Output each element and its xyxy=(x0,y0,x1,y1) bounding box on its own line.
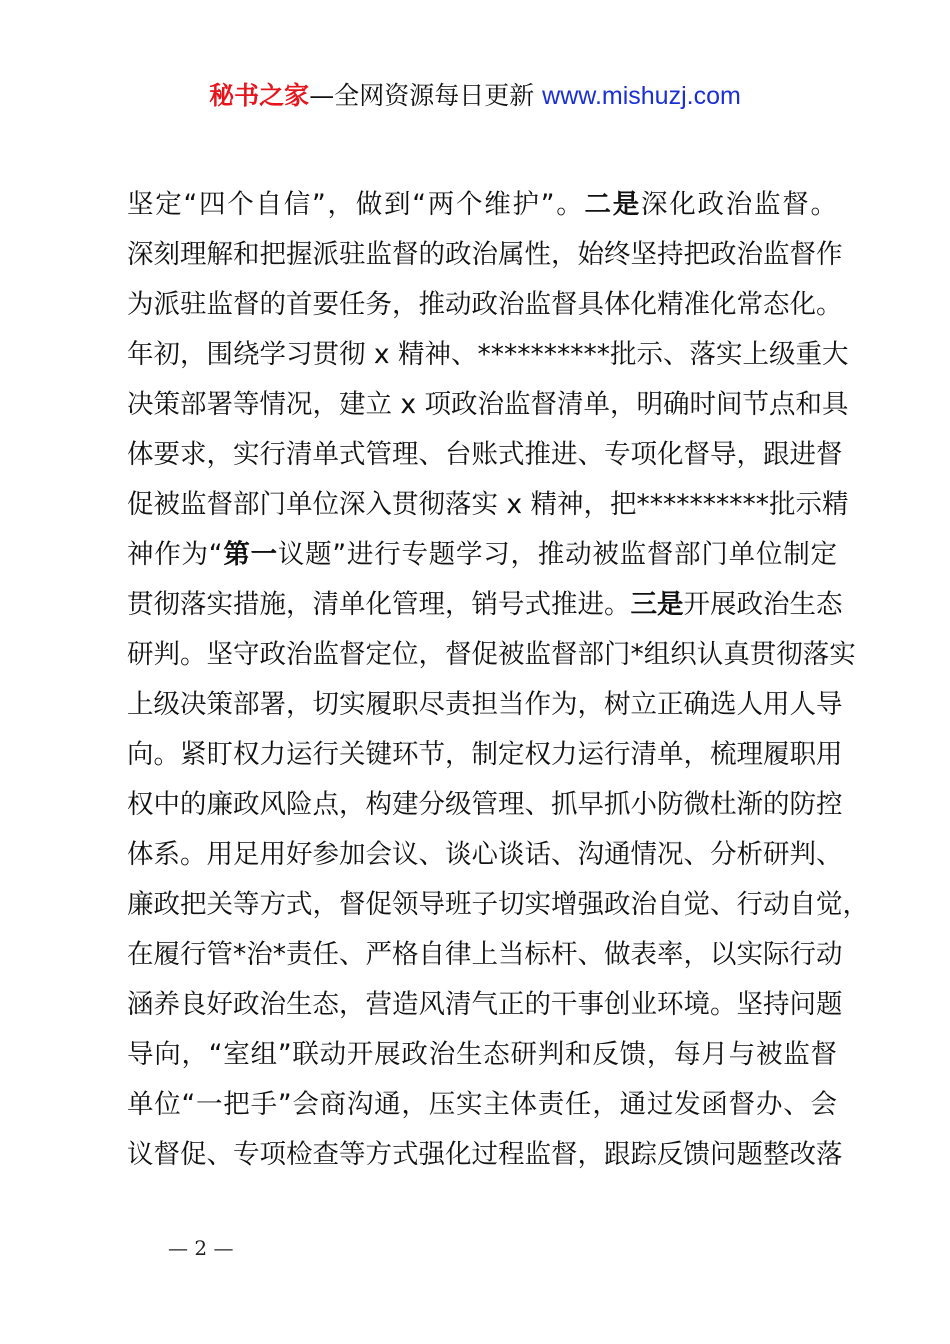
bold-heading-text: 第一 xyxy=(222,539,278,570)
text-segment: 决策部署等情况，建立 x 项政治监督清单，明确时间节点和具 xyxy=(127,389,849,420)
text-segment: 促被监督部门单位深入贯彻落实 x 精神，把**********批示精 xyxy=(127,489,849,520)
text-line xyxy=(127,930,843,980)
text-line xyxy=(127,980,843,1030)
bold-heading-text: 三是 xyxy=(630,589,684,620)
text-segment: 神作为“ xyxy=(127,539,223,570)
bold-heading-text: 二是 xyxy=(584,189,641,220)
text-segment: 在履行管*治*责任、严格自律上当标杆、做表率，以实际行动 xyxy=(127,939,843,970)
text-segment: 开展政治生态 xyxy=(683,589,843,620)
site-brand-name: 秘书之家 xyxy=(209,81,310,110)
text-line xyxy=(127,280,843,330)
text-segment: 权中的廉政风险点，构建分级管理、抓早抓小防微杜渐的防控 xyxy=(127,789,843,820)
text-segment: 涵养良好政治生态，营造风清气正的干事创业环境。坚持问题 xyxy=(127,989,843,1020)
text-segment: 坚定“四个自信”，做到“两个维护”。 xyxy=(127,189,585,220)
page-number: — 2 — xyxy=(168,1236,234,1260)
text-segment: 贯彻落实措施，清单化管理，销号式推进。 xyxy=(127,589,631,620)
text-segment: 体系。用足用好参加会议、谈心谈话、沟通情况、分析研判、 xyxy=(127,839,843,870)
text-segment: 年初，围绕学习贯彻 x 精神、**********批示、落实上级重大 xyxy=(127,339,849,370)
text-line xyxy=(127,1030,837,1080)
text-line xyxy=(127,730,843,780)
text-line xyxy=(127,780,843,830)
text-line xyxy=(127,330,849,380)
document-body xyxy=(127,180,869,1180)
text-segment: 议督促、专项检查等方式强化过程监督，跟踪反馈问题整改落 xyxy=(127,1139,843,1170)
text-line xyxy=(127,480,849,530)
text-segment: 深刻理解和把握派驻监督的政治属性，始终坚持把政治监督作 xyxy=(127,239,843,270)
text-line xyxy=(127,230,843,280)
text-segment: 向。紧盯权力运行关键环节，制定权力运行清单，梳理履职用 xyxy=(127,739,843,770)
text-line xyxy=(127,880,869,930)
text-segment: 深化政治监督。 xyxy=(640,189,838,220)
text-line xyxy=(127,1080,837,1130)
site-url-link[interactable]: www.mishuzj.com xyxy=(542,82,741,110)
text-segment: 上级决策部署，切实履职尽责担当作为，树立正确选人用人导 xyxy=(127,689,843,720)
text-line xyxy=(127,630,856,680)
text-segment: 廉政把关等方式，督促领导班子切实增强政治自觉、行动自觉， xyxy=(127,889,869,920)
site-header-banner xyxy=(0,78,950,114)
text-segment: 导向，“室组”联动开展政治生态研判和反馈，每月与被监督 xyxy=(127,1039,837,1070)
text-line xyxy=(127,680,843,730)
text-segment: 体要求，实行清单式管理、台账式推进、专项化督导，跟进督 xyxy=(127,439,843,470)
text-line xyxy=(127,580,843,630)
text-line xyxy=(127,180,837,230)
text-line xyxy=(127,1130,843,1180)
text-segment: 研判。坚守政治监督定位，督促被监督部门*组织认真贯彻落实 xyxy=(127,639,856,670)
text-line xyxy=(127,430,843,480)
text-segment: 为派驻监督的首要任务，推动政治监督具体化精准化常态化。 xyxy=(127,289,843,320)
text-segment: 议题”进行专题学习，推动被监督部门单位制定 xyxy=(277,539,837,570)
text-line xyxy=(127,530,837,580)
site-tagline: —全网资源每日更新 xyxy=(309,81,535,110)
text-line xyxy=(127,380,849,430)
text-line xyxy=(127,830,843,880)
text-segment: 单位“一把手”会商沟通，压实主体责任，通过发函督办、会 xyxy=(127,1089,837,1120)
